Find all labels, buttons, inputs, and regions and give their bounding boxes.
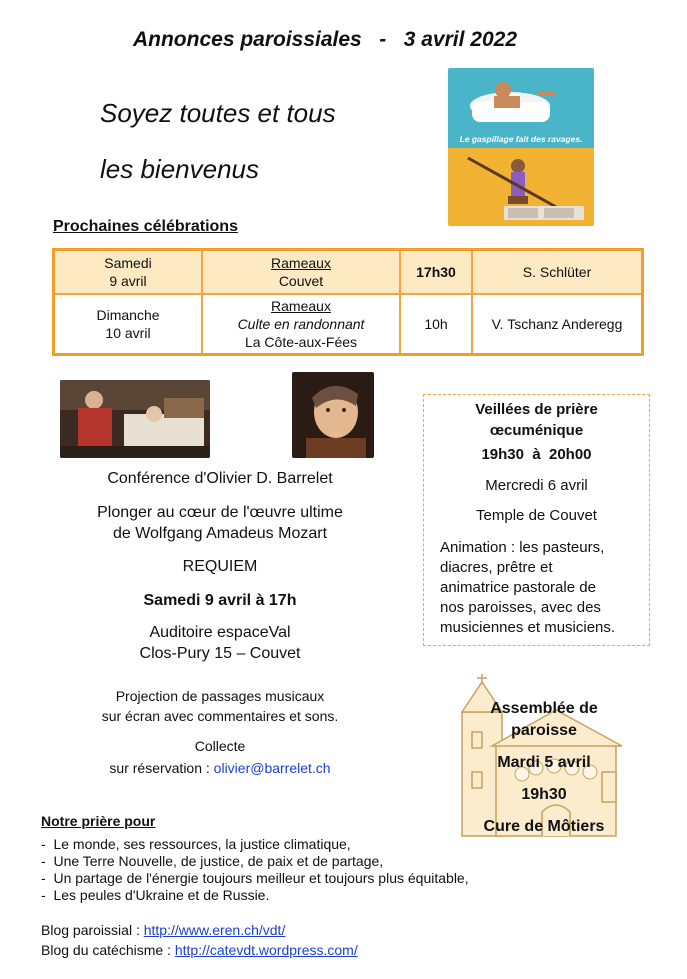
vigils-title-2: œcuménique — [489, 422, 584, 439]
conference-collecte: Collecte — [194, 738, 246, 754]
celebrations-table — [52, 248, 644, 356]
prayer-item-text: Les peules d'Ukraine et de Russie. — [53, 887, 270, 903]
assembly-title-2: paroisse — [511, 722, 577, 739]
prayer-item-text: Un partage de l'énergie toujours meilleur et toujours plus équitable, — [53, 870, 469, 886]
blog-link[interactable]: http://www.eren.ch/vdt/ — [143, 922, 286, 938]
celebrations-heading: Prochaines célébrations — [53, 218, 238, 235]
vigils-title-1: Veillées de prière — [475, 401, 598, 418]
celebration-event-cell — [202, 294, 400, 355]
celebration-place: La Côte-aux-Fées — [244, 334, 358, 350]
vigils-time: 19h30 à 20h00 — [481, 446, 592, 463]
vigils-box — [423, 394, 650, 646]
vigils-animation-line: Animation : les pasteurs, — [440, 539, 605, 556]
conference-subtitle-2: de Wolfgang Amadeus Mozart — [112, 525, 328, 542]
poster-caption: Le gaspillage fait des ravages. — [459, 134, 583, 144]
blog-paroissial-line — [41, 922, 285, 938]
email-link[interactable]: olivier@barrelet.ch — [213, 760, 331, 776]
celebration-event-cell — [202, 250, 400, 295]
table-row — [54, 294, 643, 355]
blog-catechisme-line — [41, 942, 358, 958]
celebration-detail: Culte en randonnant — [237, 316, 365, 332]
conference-reservation — [40, 760, 400, 776]
list-item: - Le monde, ses ressources, la justice climatique, — [41, 836, 351, 852]
catechism-link[interactable]: http://catevdt.wordpress.com/ — [174, 942, 358, 958]
vigils-place: Temple de Couvet — [476, 507, 597, 524]
waste-poster-image — [448, 68, 594, 226]
celebration-day: Dimanche — [96, 307, 160, 323]
celebration-place: Couvet — [278, 273, 324, 289]
celebration-time: 10h — [400, 294, 472, 355]
vigils-animation-line: musiciennes et musiciens. — [440, 619, 616, 636]
celebration-minister: V. Tschanz Anderegg — [472, 294, 643, 355]
assembly-place: Cure de Môtiers — [483, 818, 605, 835]
table-row — [54, 250, 643, 295]
celebration-date: 10 avril — [105, 325, 151, 341]
conference-subtitle-1: Plonger au cœur de l'œuvre ultime — [97, 504, 343, 521]
prayer-list — [41, 836, 561, 904]
vigils-animation-line: nos paroisses, avec des — [440, 599, 601, 616]
welcome-line-2: les bienvenus — [100, 154, 259, 184]
mozart-deathbed-painting — [60, 380, 210, 458]
list-item: - Une Terre Nouvelle, de justice, de paix et de partage, — [41, 853, 384, 869]
celebration-event: Rameaux — [271, 255, 331, 271]
conference-venue-2: Clos-Pury 15 – Couvet — [139, 645, 301, 662]
prayer-heading: Notre prière pour — [41, 813, 156, 829]
conference-projection-1: Projection de passages musicaux — [115, 688, 325, 704]
conference-requiem: REQUIEM — [182, 558, 258, 575]
celebration-date-cell — [54, 294, 203, 355]
celebration-event: Rameaux — [271, 298, 331, 314]
blog-label: Blog paroissial : — [41, 922, 144, 938]
prayer-item-text: Le monde, ses ressources, la justice climatique, — [53, 836, 351, 852]
vigils-animation — [440, 538, 615, 638]
list-item: - Les peules d'Ukraine et de Russie. — [41, 887, 270, 903]
reservation-label: sur réservation : — [109, 760, 214, 776]
catechism-label: Blog du catéchisme : — [41, 942, 175, 958]
assembly-time: 19h30 — [521, 786, 567, 803]
conference-speaker: Conférence d'Olivier D. Barrelet — [107, 470, 333, 487]
celebration-minister: S. Schlüter — [472, 250, 643, 295]
celebration-day: Samedi — [104, 255, 152, 271]
conference-venue-1: Auditoire espaceVal — [149, 624, 291, 641]
assembly-date: Mardi 5 avril — [497, 754, 591, 771]
list-item: - Un partage de l'énergie toujours meilleur et toujours plus équitable, — [41, 870, 469, 886]
vigils-animation-line: diacres, prêtre et — [440, 559, 553, 576]
conference-projection-2: sur écran avec commentaires et sons. — [101, 708, 339, 724]
vigils-animation-line: animatrice pastorale de — [440, 579, 596, 596]
celebration-date-cell — [54, 250, 203, 295]
assembly-title-1: Assemblée de — [490, 700, 598, 717]
welcome-line-1: Soyez toutes et tous — [100, 98, 336, 128]
celebration-time: 17h30 — [400, 250, 472, 295]
mozart-portrait — [292, 372, 374, 458]
vigils-day: Mercredi 6 avril — [485, 477, 588, 494]
prayer-item-text: Une Terre Nouvelle, de justice, de paix et de partage, — [53, 853, 384, 869]
page-title: Annonces paroissiales - 3 avril 2022 — [132, 28, 518, 51]
celebration-date: 9 avril — [109, 273, 147, 289]
conference-date: Samedi 9 avril à 17h — [143, 592, 297, 609]
